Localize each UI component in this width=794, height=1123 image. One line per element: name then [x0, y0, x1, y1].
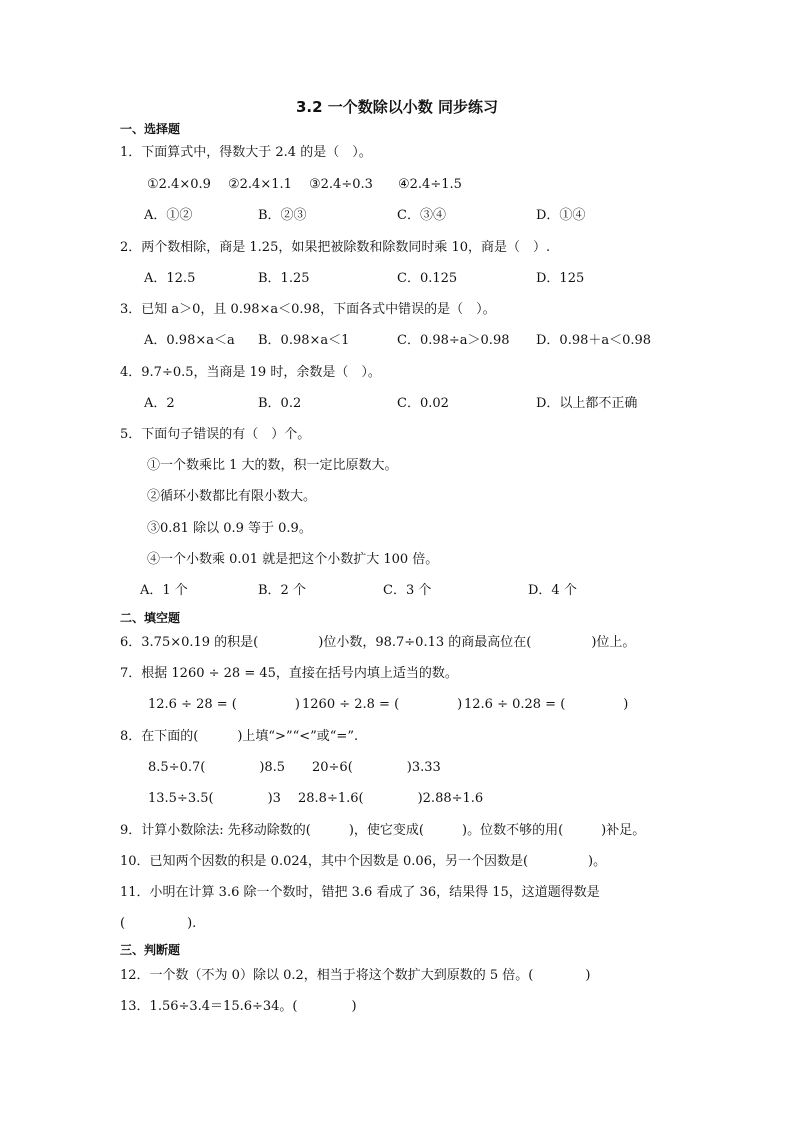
question-11-line-2: [120, 915, 196, 933]
question-7-stem: 7．根据 1260 ÷ 28 = 45，直接在括号内填上适当的数。: [120, 666, 458, 681]
question-8-compare-4: [298, 790, 483, 808]
section-heading-choice: 一、选择题: [120, 122, 181, 136]
question-11-line-1: 11．小明在计算 3.6 除一个数时，错把 3.6 看成了 36，结果得 15，这道题得数是: [120, 885, 600, 900]
question-3-option-c[interactable]: C．0.98÷a＞0.98: [397, 333, 510, 348]
question-1-option-d[interactable]: D．①④: [536, 208, 586, 223]
question-7-expr-1-text: 12.6 ÷ 28 = (: [148, 697, 237, 712]
question-7-expr-3-text: 12.6 ÷ 0.28 = (: [464, 697, 566, 712]
question-6-part-2: )位小数，98.7÷0.13 的商最高位在(: [318, 635, 532, 650]
question-4-stem: 4．9.7÷0.5，当商是 19 时，余数是（ ）。: [120, 365, 381, 380]
question-3-stem: 3．已知 a＞0，且 0.98×a＜0.98，下面各式中错误的是（ ）。: [120, 302, 496, 317]
question-1-stem: 1．下面算式中，得数大于 2.4 的是（ ）。: [120, 145, 372, 160]
question-5-statement-2: ②循环小数都比有限小数大。: [147, 489, 317, 504]
question-12-close: ): [585, 968, 591, 983]
question-8-compare-3: [148, 790, 281, 808]
question-10: [120, 853, 606, 871]
question-8-compare-2-left: 20÷6(: [312, 760, 353, 775]
question-3-option-b[interactable]: B．0.98×a＜1: [258, 333, 350, 348]
question-13-text: 13．1.56÷3.4＝15.6÷34。(: [120, 999, 298, 1014]
question-7-expr-1: [148, 696, 300, 714]
question-6-part-1: 6．3.75×0.19 的积是(: [120, 635, 259, 650]
question-1-item-4: ④2.4÷1.5: [398, 177, 462, 192]
question-10-part-1: 10．已知两个因数的积是 0.024，其中个因数是 0.06，另一个因数是(: [120, 854, 529, 869]
question-1-item-1: ①2.4×0.9: [147, 177, 211, 192]
question-9-part-3: )。位数不够的用(: [462, 823, 564, 838]
question-8-compare-4-right: )2.88÷1.6: [417, 791, 484, 806]
question-11-open: (: [120, 916, 126, 931]
question-1-option-a[interactable]: A．①②: [144, 208, 193, 223]
question-8-stem: 8．在下面的( )上填“>”“<”或“=”.: [120, 729, 359, 744]
question-11-close: ).: [187, 916, 197, 931]
question-3-option-a[interactable]: A．0.98×a＜a: [144, 333, 235, 348]
question-1-item-2: ②2.4×1.1: [228, 177, 292, 192]
question-4-option-c[interactable]: C．0.02: [397, 396, 449, 411]
question-13-close: ): [351, 999, 357, 1014]
question-8-compare-2: [312, 759, 441, 777]
question-9-part-1: 9．计算小数除法: 先移动除数的(: [120, 823, 311, 838]
question-7-close-1: ): [294, 697, 300, 712]
question-5-stem: 5．下面句子错误的有（ ）个。: [120, 427, 311, 442]
question-2-option-d[interactable]: D．125: [536, 271, 585, 286]
question-6: [120, 634, 635, 652]
question-8-compare-2-right: )3.33: [406, 760, 441, 775]
question-2-option-b[interactable]: B．1.25: [258, 271, 310, 286]
question-8-compare-3-left: 13.5÷3.5(: [148, 791, 214, 806]
question-13: [120, 998, 357, 1016]
question-5-option-a[interactable]: A．1 个: [140, 583, 188, 598]
question-1-option-c[interactable]: C．③④: [397, 208, 446, 223]
question-12: [120, 967, 590, 985]
question-8-compare-1-left: 8.5÷0.7(: [148, 760, 206, 775]
section-heading-true-false: 三、判断题: [120, 943, 181, 957]
question-1-item-3: ③2.4÷0.3: [309, 177, 373, 192]
question-5-statement-4: ④一个小数乘 0.01 就是把这个小数扩大 100 倍。: [147, 552, 439, 567]
question-6-part-3: )位上。: [591, 635, 636, 650]
question-2-option-a[interactable]: A．12.5: [144, 271, 196, 286]
question-9-part-2: )，使它变成(: [348, 823, 425, 838]
question-7-expr-2-text: 1260 ÷ 2.8 = (: [302, 697, 400, 712]
question-7-expr-3: [464, 696, 628, 714]
question-4-option-b[interactable]: B．0.2: [258, 396, 302, 411]
question-10-part-2: )。: [588, 854, 607, 869]
question-4-option-a[interactable]: A．2: [144, 396, 175, 411]
question-8-compare-1-right: )8.5: [259, 760, 286, 775]
question-2-option-c[interactable]: C．0.125: [397, 271, 458, 286]
question-7-close-2: ): [457, 697, 463, 712]
question-1-option-b[interactable]: B．②③: [258, 208, 307, 223]
question-8-compare-3-right: )3: [267, 791, 281, 806]
question-5-option-d[interactable]: D．4 个: [528, 583, 577, 598]
question-4-option-d[interactable]: D．以上都不正确: [536, 396, 638, 411]
question-12-text: 12．一个数（不为 0）除以 0.2，相当于将这个数扩大到原数的 5 倍。(: [120, 968, 534, 983]
section-heading-fill-in: 二、填空题: [120, 611, 181, 625]
question-5-statement-1: ①一个数乘比 1 大的数，积一定比原数大。: [147, 458, 398, 473]
question-9-part-4: )补足。: [601, 823, 646, 838]
question-8-compare-1: [148, 759, 285, 777]
question-7-expr-2: [302, 696, 462, 714]
question-7-close-3: ): [623, 697, 629, 712]
question-5-statement-3: ③0.81 除以 0.9 等于 0.9。: [147, 521, 312, 536]
question-5-option-c[interactable]: C．3 个: [383, 583, 432, 598]
question-2-stem: 2．两个数相除，商是 1.25，如果把被除数和除数同时乘 10，商是（ ）.: [120, 240, 551, 255]
question-3-option-d[interactable]: D．0.98＋a＜0.98: [536, 333, 652, 348]
question-9: [120, 822, 645, 840]
page-title: 3.2 一个数除以小数 同步练习: [295, 98, 499, 116]
question-5-option-b[interactable]: B．2 个: [258, 583, 306, 598]
question-8-compare-4-left: 28.8÷1.6(: [298, 791, 364, 806]
